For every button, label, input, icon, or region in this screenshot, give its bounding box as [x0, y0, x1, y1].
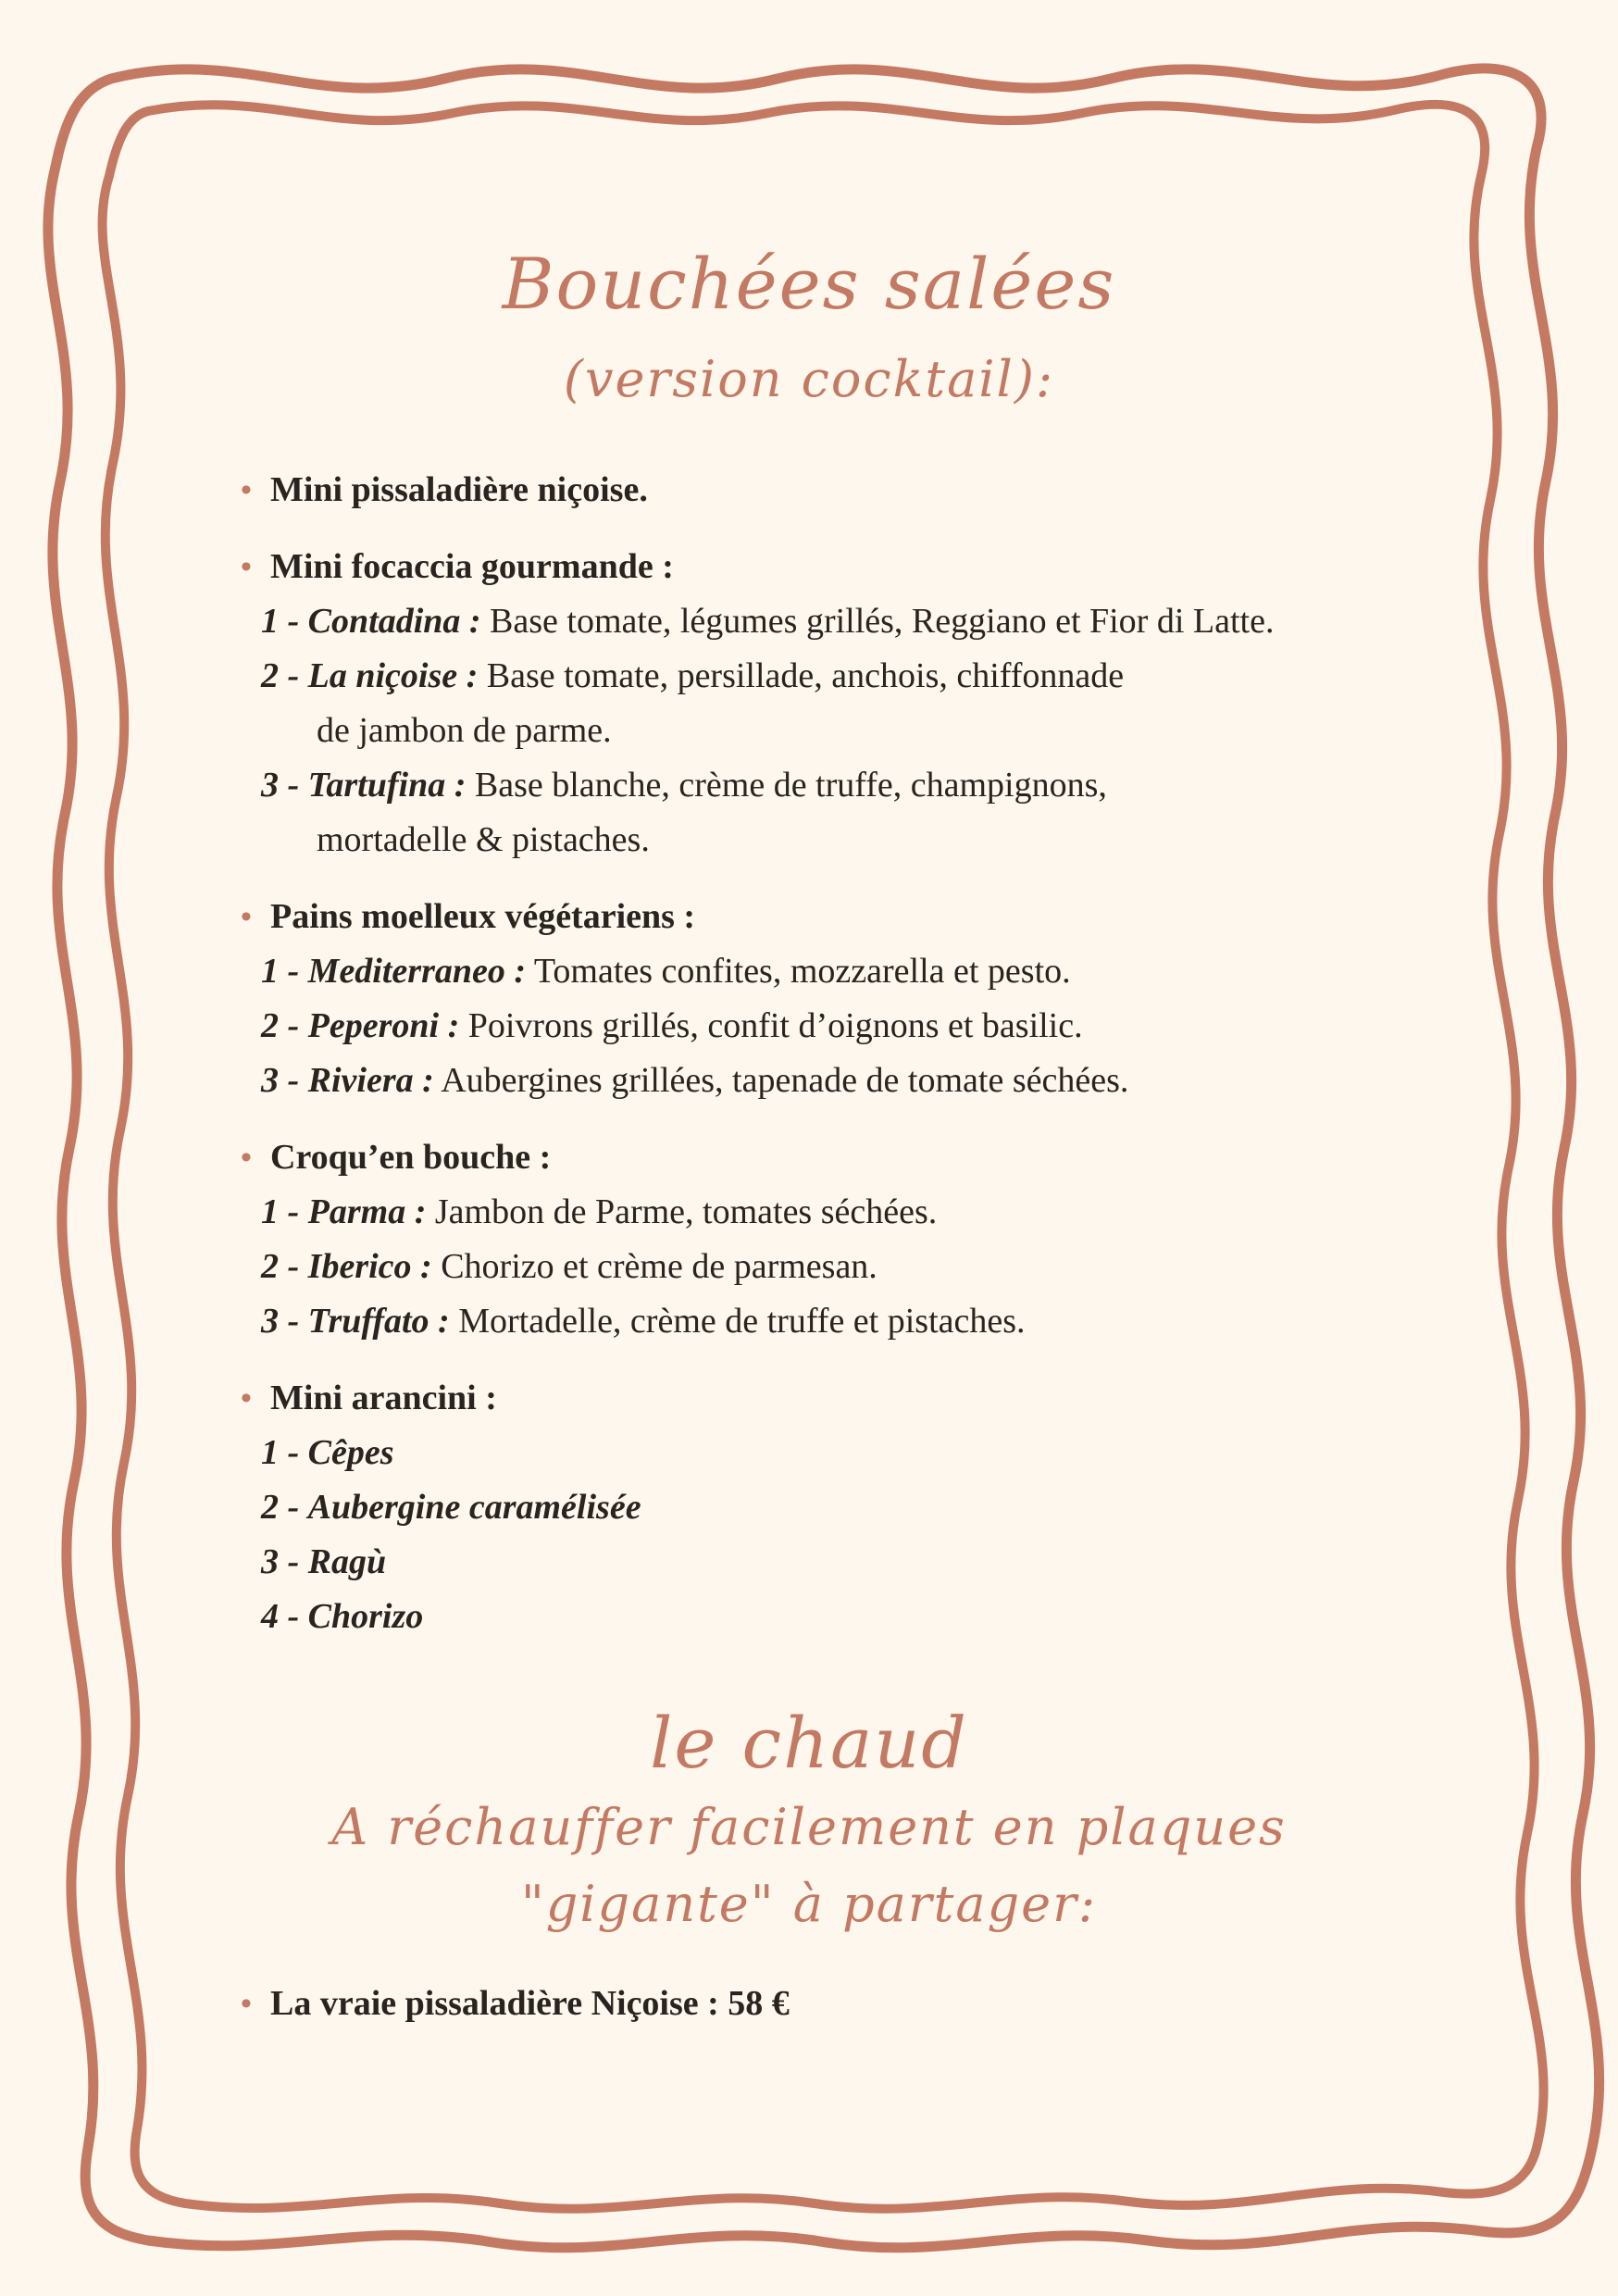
bullet-icon: •	[241, 1381, 252, 1416]
section-heading	[239, 890, 1479, 944]
item-number: 3 -	[261, 766, 300, 805]
menu-item	[239, 594, 1479, 649]
menu-item	[239, 1185, 1479, 1240]
item-number: 2 -	[261, 656, 300, 695]
item-number: 1 -	[261, 602, 300, 641]
bullet-icon: •	[241, 550, 252, 584]
item-description-continued: de jambon de parme.	[317, 711, 612, 750]
item-name: Truffato :	[307, 1302, 450, 1341]
menu-item	[239, 1590, 1479, 1644]
menu-item	[239, 999, 1479, 1054]
section-heading	[239, 540, 1479, 594]
item-description: Base tomate, persillade, anchois, chiffonnade	[486, 656, 1125, 695]
item-description: Mortadelle, crème de truffe et pistaches.	[458, 1302, 1026, 1341]
hot-section-title: le chaud	[650, 1702, 968, 1784]
section-heading	[239, 463, 1479, 518]
menu-section	[239, 890, 1479, 1108]
section-heading-text: Mini arancini :	[270, 1379, 497, 1417]
item-number: 1 -	[261, 952, 300, 991]
menu-item	[239, 758, 1479, 813]
section-heading-text: Mini pissaladière niçoise.	[270, 470, 648, 509]
item-name: Parma :	[307, 1192, 427, 1231]
item-name: Tartufina :	[307, 766, 467, 805]
menu-item	[239, 649, 1479, 704]
menu-list	[239, 463, 1479, 1666]
hot-menu-item	[239, 1977, 790, 2031]
menu-item	[239, 1054, 1479, 1108]
item-name: Ragù	[307, 1542, 387, 1581]
item-name: Riviera :	[307, 1061, 434, 1100]
bullet-icon: •	[241, 473, 252, 507]
item-description: Chorizo et crème de parmesan.	[441, 1247, 877, 1286]
item-description: Base tomate, légumes grillés, Reggiano et Fior di Latte.	[490, 602, 1275, 641]
page-title: Bouchées salées	[502, 243, 1116, 325]
section-heading-text: Pains moelleux végétariens :	[270, 897, 696, 936]
hot-section-subtitle-line2: "gigante" à partager:	[520, 1875, 1098, 1933]
item-number: 2 -	[261, 1247, 300, 1286]
menu-item	[239, 1294, 1479, 1349]
item-number: 1 -	[261, 1192, 300, 1231]
item-number: 3 -	[261, 1542, 300, 1581]
item-number: 3 -	[261, 1061, 300, 1100]
item-name: Mediterraneo :	[307, 952, 527, 991]
item-name: Peperoni :	[307, 1006, 460, 1045]
bullet-icon: •	[241, 900, 252, 934]
hot-section-subtitle-line1: A réchauffer facilement en plaques	[331, 1798, 1287, 1856]
item-name: Aubergine caramélisée	[307, 1488, 641, 1527]
menu-item	[239, 1240, 1479, 1294]
item-number: 2 -	[261, 1006, 300, 1045]
menu-item	[239, 1535, 1479, 1590]
item-description: Poivrons grillés, confit d’oignons et basilic.	[467, 1006, 1083, 1045]
section-heading	[239, 1130, 1479, 1185]
bullet-icon: •	[241, 1141, 252, 1175]
menu-section	[239, 1130, 1479, 1349]
menu-item	[239, 1480, 1479, 1535]
item-description: Base blanche, crème de truffe, champignons,	[474, 766, 1107, 805]
page-subtitle: (version cocktail):	[563, 350, 1055, 408]
section-heading-text: Mini focaccia gourmande :	[270, 547, 674, 586]
menu-section	[239, 463, 1479, 518]
menu-section	[239, 540, 1479, 867]
menu-item	[239, 944, 1479, 999]
item-description-continued: mortadelle & pistaches.	[317, 820, 650, 859]
bullet-icon: •	[241, 1987, 252, 2021]
item-name: Cêpes	[307, 1433, 394, 1472]
item-number: 2 -	[261, 1488, 300, 1527]
item-number: 4 -	[261, 1597, 300, 1636]
item-description: Tomates confites, mozzarella et pesto.	[533, 952, 1071, 991]
item-name: Contadina :	[307, 602, 481, 641]
item-name: Iberico :	[307, 1247, 432, 1286]
section-heading	[239, 1371, 1479, 1426]
section-heading-text: Croqu’en bouche :	[270, 1138, 552, 1177]
item-description: Aubergines grillées, tapenade de tomate séchées.	[441, 1061, 1129, 1100]
item-number: 3 -	[261, 1302, 300, 1341]
item-name: La niçoise :	[307, 656, 479, 695]
item-name: Chorizo	[307, 1597, 424, 1636]
hot-item-text: La vraie pissaladière Niçoise : 58 €	[270, 1984, 790, 2023]
menu-section	[239, 1371, 1479, 1644]
menu-item	[239, 1426, 1479, 1480]
item-number: 1 -	[261, 1433, 300, 1472]
item-description: Jambon de Parme, tomates séchées.	[434, 1192, 938, 1231]
